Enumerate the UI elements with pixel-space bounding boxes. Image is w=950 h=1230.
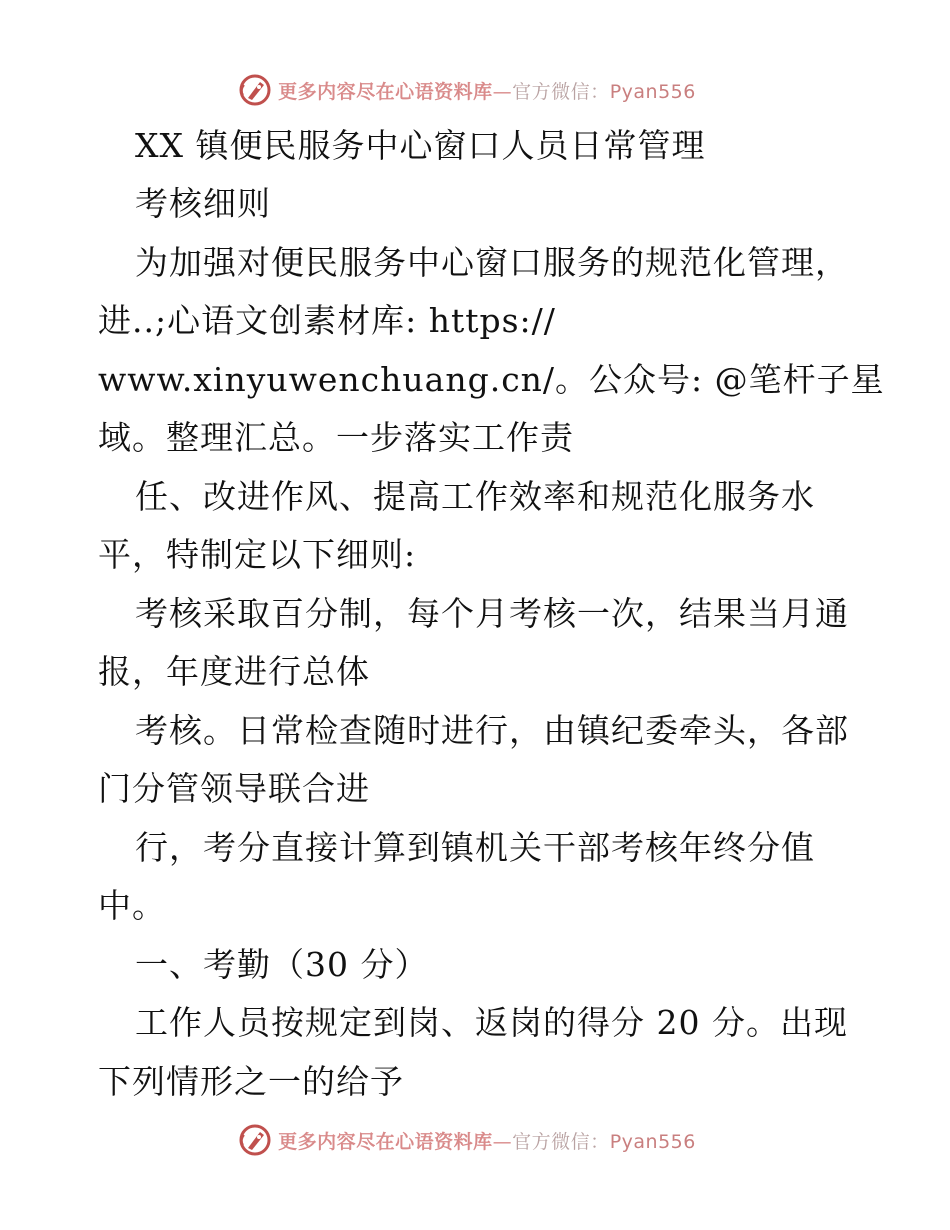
paragraph-line: 门分管领导联合进 [98,769,370,808]
pen-nib-logo-icon [238,73,272,107]
section-heading: 一、考勤（30 分） [135,945,429,984]
top-watermark-banner [0,70,950,110]
paragraph-line: 为加强对便民服务中心窗口服务的规范化管理， [135,243,849,282]
doc-title-line-1: XX 镇便民服务中心窗口人员日常管理 [135,126,706,165]
bottom-watermark-banner [0,1120,950,1160]
paragraph-line: 进..;心语文创素材库: https:// [98,301,556,340]
paragraph-line: 任、改进作风、提高工作效率和规范化服务水 [135,477,815,516]
watermark-text: 更多内容尽在心语资料库—官方微信：Pyan556 [278,1130,696,1153]
paragraph-line: 考核采取百分制，每个月考核一次，结果当月通 [135,594,849,633]
paragraph-line: 域。整理汇总。一步落实工作责 [98,418,574,457]
paragraph-line: 考核。日常检查随时进行，由镇纪委牵头，各部 [135,711,849,750]
paragraph-line: www.xinyuwenchuang.cn/。公众号: @笔杆子星 [98,360,885,399]
pen-nib-logo-icon [238,1123,272,1157]
paragraph-line: 报，年度进行总体 [98,652,370,691]
watermark-text: 更多内容尽在心语资料库—官方微信：Pyan556 [278,80,696,103]
paragraph-line: 平，特制定以下细则: [98,535,417,574]
doc-title-line-2: 考核细则 [135,184,271,223]
paragraph-line: 工作人员按规定到岗、返岗的得分 20 分。出现 [135,1003,848,1042]
paragraph-line: 行，考分直接计算到镇机关干部考核年终分值 [135,828,815,867]
paragraph-line: 中。 [98,886,166,925]
paragraph-line: 下列情形之一的给予 [98,1062,404,1101]
